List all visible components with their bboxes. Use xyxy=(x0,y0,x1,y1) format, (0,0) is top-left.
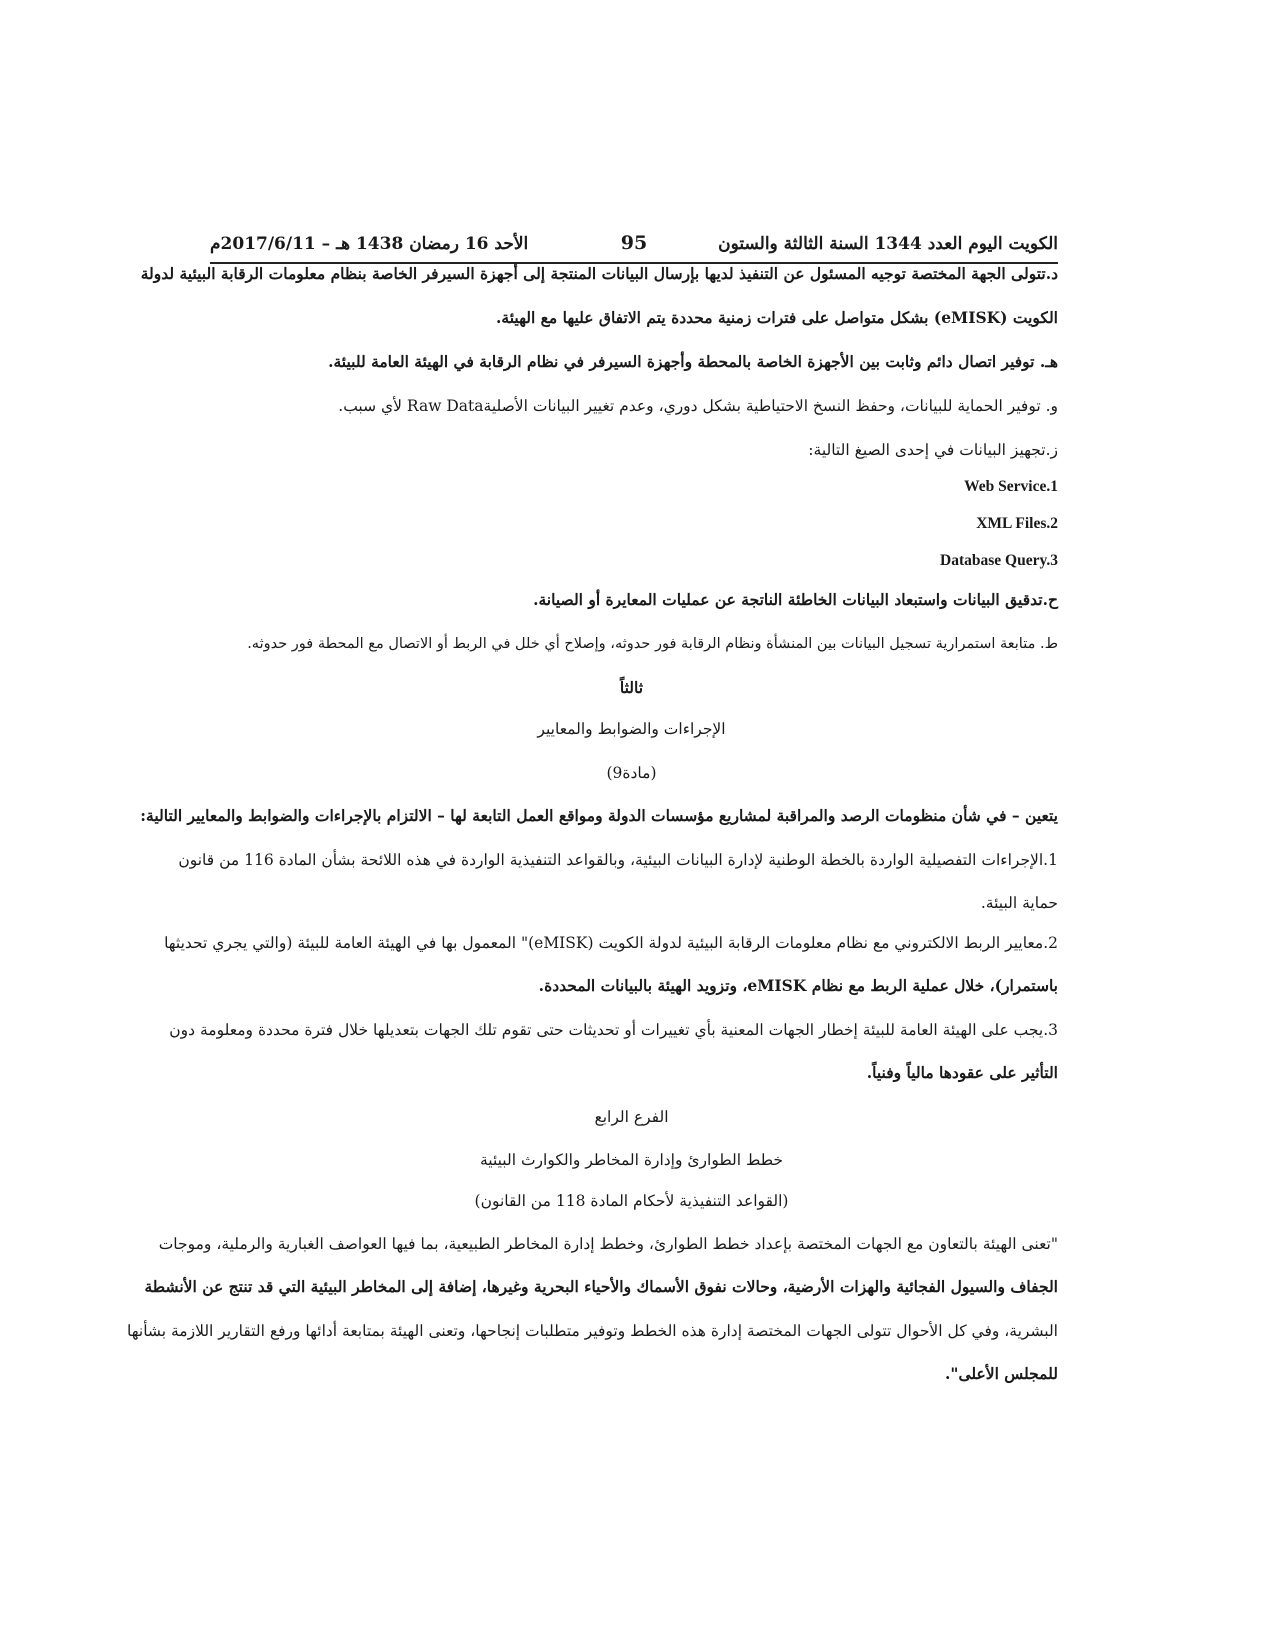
text-line: البشرية، وفي كل الأحوال تتولى الجهات المختصة إدارة هذه الخطط وتوفير متطلبات إنجاحها، وتعنى الهيئة بمتابعة أدائها ورفع التقارير اللازمة بشأنها xyxy=(127,1322,1058,1340)
text-line: للمجلس الأعلى". xyxy=(944,1364,1058,1383)
format-item: Database Query.3 xyxy=(940,552,1058,569)
branch-heading: الفرع الرابع xyxy=(594,1108,669,1126)
article-number: (مادة9) xyxy=(606,764,657,782)
text-line: التأثير على عقودها مالياً وفنياً. xyxy=(866,1063,1058,1082)
text-line: 2.معايير الربط الالكتروني مع نظام معلومات الرقابة البيئية لدولة الكويت (eMISK)" المعمول بها في الهيئة العامة للبيئة (والتي يجري تحديثها xyxy=(164,934,1058,952)
section-heading: ثالثاً xyxy=(619,678,644,697)
text-line: باستمرار)، خلال عملية الربط مع نظام eMISK، وتزويد الهيئة بالبيانات المحددة. xyxy=(538,976,1058,995)
text-line: "تعنى الهيئة بالتعاون مع الجهات المختصة بإعداد خطط الطوارئ، وخطط إدارة المخاطر الطبيعية، بما فيها العواصف الغبارية والرملية، وموجات xyxy=(158,1235,1058,1253)
section-subheading: الإجراءات والضوابط والمعايير xyxy=(537,720,726,738)
page-header xyxy=(210,234,1058,264)
text-line: و. توفير الحماية للبيانات، وحفظ النسخ الاحتياطية بشكل دوري، وعدم تغيير البيانات الأصليةRaw Data لأي سبب. xyxy=(338,397,1058,415)
branch-reference: (القواعد التنفيذية لأحكام المادة 118 من القانون) xyxy=(474,1192,789,1210)
text-line: يتعين – في شأن منظومات الرصد والمراقبة لمشاريع مؤسسات الدولة ومواقع العمل التابعة لها – الالتزام بالإجراءات والضوابط والمعايير التالية: xyxy=(140,806,1058,825)
text-line: 3.يجب على الهيئة العامة للبيئة إخطار الجهات المعنية بأي تغييرات أو تحديثات حتى تقوم تلك الجهات بتعديلها خلال فترة محددة ومعلومة دون xyxy=(169,1021,1058,1039)
header-issue-info: الكويت اليوم العدد 1344 السنة الثالثة والستون xyxy=(718,234,1058,254)
text-line: حماية البيئة. xyxy=(980,894,1058,912)
text-line: الكويت (eMISK) بشكل متواصل على فترات زمنية محددة يتم الاتفاق عليها مع الهيئة. xyxy=(496,308,1058,327)
text-line: هـ. توفير اتصال دائم وثابت بين الأجهزة الخاصة بالمحطة وأجهزة السيرفر في نظام الرقابة في الهيئة العامة للبيئة. xyxy=(328,352,1058,371)
format-item: XML Files.2 xyxy=(976,515,1058,532)
page-number: 95 xyxy=(620,232,648,254)
text-line: ز.تجهيز البيانات في إحدى الصيغ التالية: xyxy=(808,441,1058,459)
text-line: الجفاف والسيول الفجائية والهزات الأرضية، وحالات نفوق الأسماك والأحياء البحرية وغيرها، إضافة إلى المخاطر البيئية التي قد تنتج عن الأنشطة xyxy=(144,1277,1058,1296)
text-line: ط. متابعة استمرارية تسجيل البيانات بين المنشأة ونظام الرقابة فور حدوثه، وإصلاح أي خلل في الربط أو الاتصال مع المحطة فور حدوثه. xyxy=(247,636,1058,652)
branch-title: خطط الطوارئ وإدارة المخاطر والكوارث البيئية xyxy=(479,1151,784,1169)
text-line: ح.تدقيق البيانات واستبعاد البيانات الخاطئة الناتجة عن عمليات المعايرة أو الصيانة. xyxy=(533,590,1058,609)
header-date: الأحد 16 رمضان 1438 هـ – 2017/6/11م xyxy=(210,234,529,254)
text-line: د.تتولى الجهة المختصة توجيه المسئول عن التنفيذ لديها بإرسال البيانات المنتجة إلى أجهزة السيرفر الخاصة بنظام معلومات الرقابة البيئية لدولة xyxy=(140,264,1058,283)
text-line: 1.الإجراءات التفصيلية الواردة بالخطة الوطنية لإدارة البيانات البيئية، وبالقواعد التنفيذية الواردة في هذه اللائحة بشأن المادة 116 من قانون xyxy=(178,851,1058,869)
format-item: Web Service.1 xyxy=(964,478,1058,495)
